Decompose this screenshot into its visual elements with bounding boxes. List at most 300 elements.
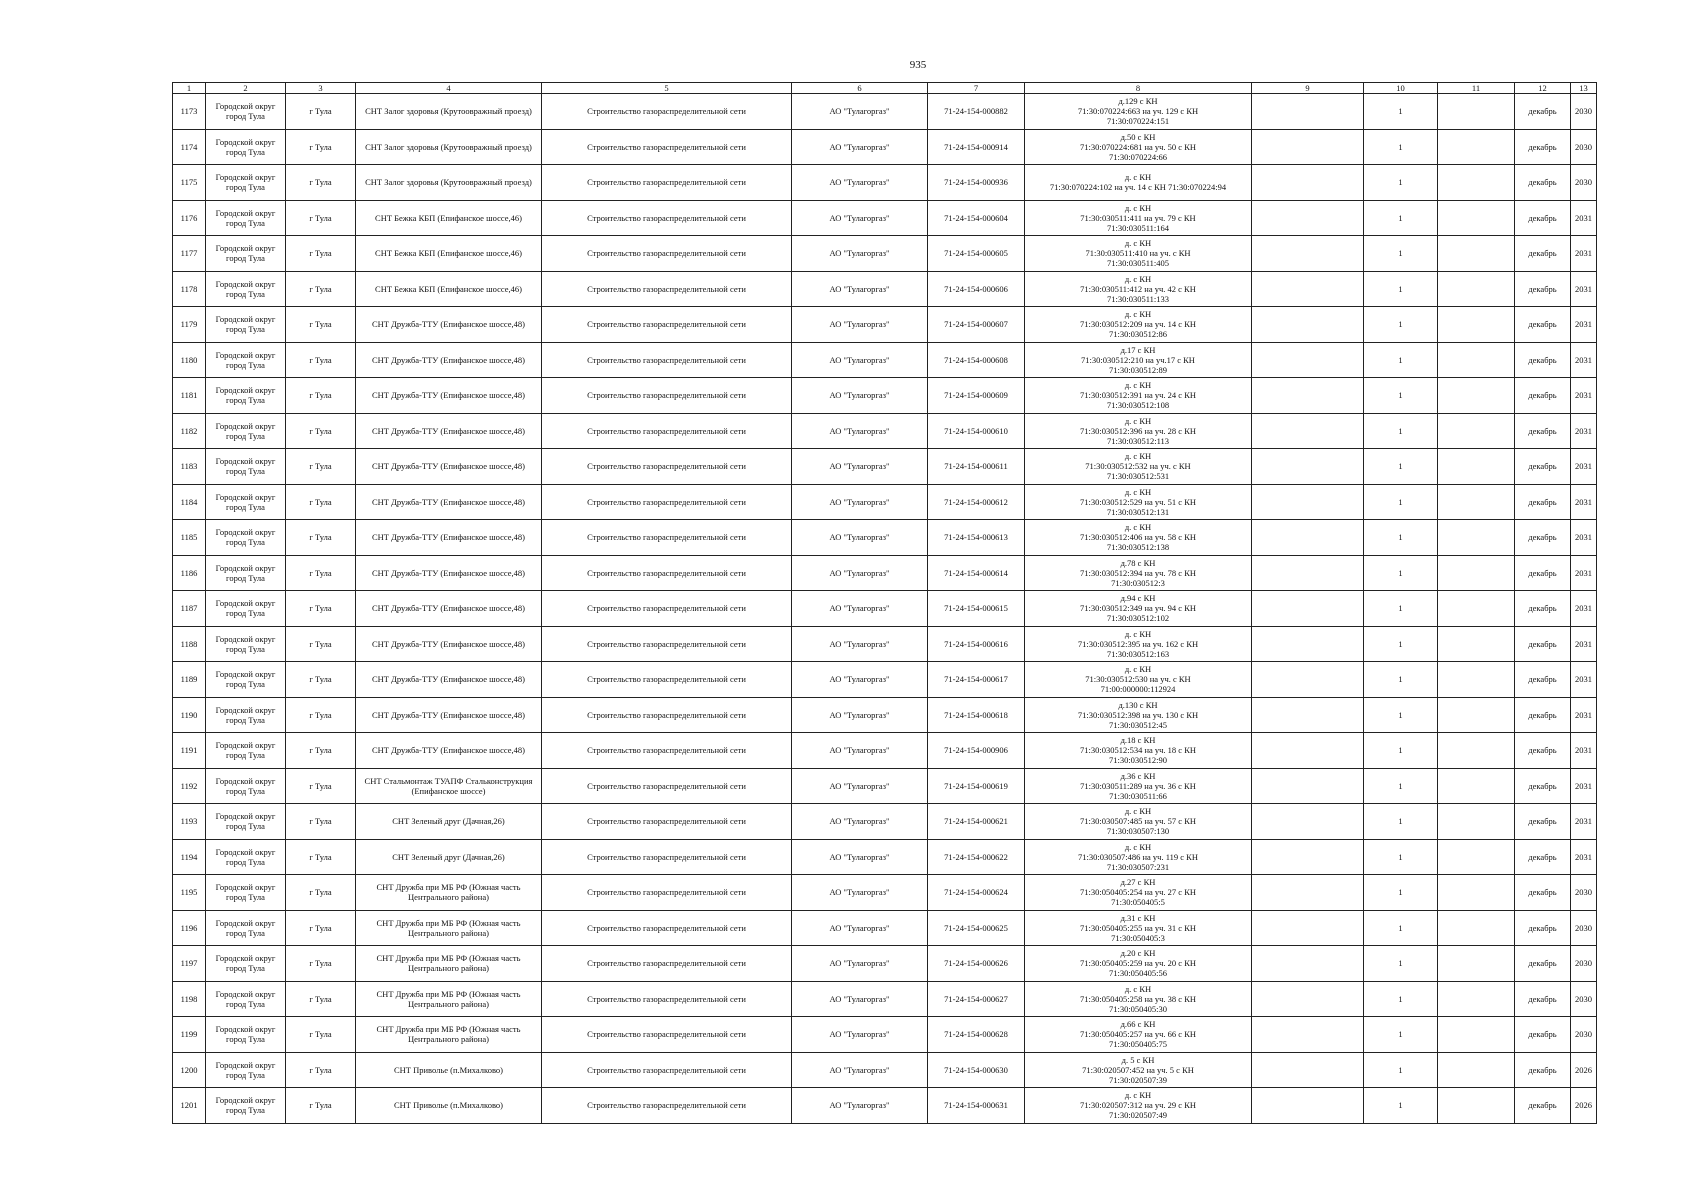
plot-line: 71:30:050405:255 на уч. 31 с КН xyxy=(1079,922,1196,933)
cell-row-number: 1173 xyxy=(173,94,206,130)
cell-work-type: Строительство газораспределительной сети xyxy=(542,946,792,982)
cell-object: СНТ Дружба-ТТУ (Епифанское шоссе,48) xyxy=(356,342,542,378)
cell-year: 2031 xyxy=(1571,236,1597,272)
cell-row-number: 1195 xyxy=(173,875,206,911)
cell-object: СНТ Зеленый друг (Дачная,26) xyxy=(356,839,542,875)
cell-city: г Тула xyxy=(286,662,356,698)
plot-line: д. с КН xyxy=(1124,664,1152,675)
cell-city: г Тула xyxy=(286,839,356,875)
cell-col-9 xyxy=(1252,342,1364,378)
cell-district: Городской округ город Тула xyxy=(206,804,286,840)
cell-object: СНТ Дружба-ТТУ (Епифанское шоссе,48) xyxy=(356,378,542,414)
cell-district: Городской округ город Тула xyxy=(206,910,286,946)
plot-line: 71:30:030511:412 на уч. 42 с КН xyxy=(1080,283,1196,294)
cell-object: СНТ Дружба при МБ РФ (Южная часть Центрального района) xyxy=(356,946,542,982)
table-row xyxy=(173,200,1597,236)
table-row xyxy=(173,165,1597,201)
cell-quantity: 1 xyxy=(1364,94,1438,130)
table-row xyxy=(173,307,1597,343)
cell-year: 2031 xyxy=(1571,342,1597,378)
cell-district: Городской округ город Тула xyxy=(206,875,286,911)
plot-line: 71:30:020507:49 xyxy=(1108,1110,1168,1121)
cell-row-number: 1181 xyxy=(173,378,206,414)
cell-district: Городской округ город Тула xyxy=(206,165,286,201)
cell-month: декабрь xyxy=(1515,449,1571,485)
cell-code: 71-24-154-000914 xyxy=(928,129,1025,165)
cell-plot xyxy=(1025,413,1252,449)
cell-col-9 xyxy=(1252,946,1364,982)
cell-year: 2031 xyxy=(1571,484,1597,520)
cell-city: г Тула xyxy=(286,591,356,627)
cell-code: 71-24-154-000614 xyxy=(928,555,1025,591)
cell-code: 71-24-154-000622 xyxy=(928,839,1025,875)
plot-line: 71:30:050405:56 xyxy=(1108,968,1168,979)
cell-city: г Тула xyxy=(286,200,356,236)
cell-object: СНТ Залог здоровья (Крутоовражный проезд) xyxy=(356,129,542,165)
cell-work-type: Строительство газораспределительной сети xyxy=(542,768,792,804)
cell-month: декабрь xyxy=(1515,910,1571,946)
plot-line: 71:30:030512:534 на уч. 18 с КН xyxy=(1079,745,1196,756)
cell-organization: АО "Тулагоргаз" xyxy=(792,910,928,946)
column-header: 6 xyxy=(792,83,928,94)
cell-object: СНТ Дружба-ТТУ (Епифанское шоссе,48) xyxy=(356,697,542,733)
cell-city: г Тула xyxy=(286,271,356,307)
cell-quantity: 1 xyxy=(1364,697,1438,733)
plot-line: 71:30:030511:164 xyxy=(1106,222,1170,233)
cell-district: Городской округ город Тула xyxy=(206,449,286,485)
cell-district: Городской округ город Тула xyxy=(206,733,286,769)
cell-col-9 xyxy=(1252,1052,1364,1088)
cell-organization: АО "Тулагоргаз" xyxy=(792,307,928,343)
cell-plot xyxy=(1025,1088,1252,1124)
cell-col-9 xyxy=(1252,94,1364,130)
plot-line: 71:30:030512:90 xyxy=(1108,755,1168,766)
cell-object: СНТ Дружба при МБ РФ (Южная часть Центрального района) xyxy=(356,875,542,911)
cell-object: СНТ Бежка КБП (Епифанское шоссе,46) xyxy=(356,271,542,307)
cell-month: декабрь xyxy=(1515,165,1571,201)
plot-line: 71:30:030512:531 xyxy=(1106,471,1170,482)
cell-quantity: 1 xyxy=(1364,129,1438,165)
cell-col-11 xyxy=(1438,591,1515,627)
cell-object: СНТ Дружба-ТТУ (Епифанское шоссе,48) xyxy=(356,449,542,485)
table-row xyxy=(173,697,1597,733)
cell-district: Городской округ город Тула xyxy=(206,378,286,414)
cell-organization: АО "Тулагоргаз" xyxy=(792,1088,928,1124)
cell-col-11 xyxy=(1438,626,1515,662)
cell-month: декабрь xyxy=(1515,271,1571,307)
table-row xyxy=(173,236,1597,272)
cell-work-type: Строительство газораспределительной сети xyxy=(542,1088,792,1124)
cell-work-type: Строительство газораспределительной сети xyxy=(542,236,792,272)
cell-col-9 xyxy=(1252,1017,1364,1053)
cell-code: 71-24-154-000615 xyxy=(928,591,1025,627)
cell-district: Городской округ город Тула xyxy=(206,129,286,165)
plot-line: 71:30:030511:133 xyxy=(1106,293,1170,304)
plot-line: д. с КН xyxy=(1124,522,1152,533)
cell-month: декабрь xyxy=(1515,200,1571,236)
cell-quantity: 1 xyxy=(1364,200,1438,236)
cell-quantity: 1 xyxy=(1364,733,1438,769)
cell-quantity: 1 xyxy=(1364,271,1438,307)
cell-district: Городской округ город Тула xyxy=(206,307,286,343)
cell-col-9 xyxy=(1252,591,1364,627)
cell-organization: АО "Тулагоргаз" xyxy=(792,839,928,875)
table-row xyxy=(173,94,1597,130)
plot-line: 71:30:030512:86 xyxy=(1108,329,1168,340)
cell-col-9 xyxy=(1252,484,1364,520)
cell-plot xyxy=(1025,449,1252,485)
cell-row-number: 1178 xyxy=(173,271,206,307)
cell-row-number: 1185 xyxy=(173,520,206,556)
cell-work-type: Строительство газораспределительной сети xyxy=(542,94,792,130)
cell-code: 71-24-154-000609 xyxy=(928,378,1025,414)
cell-row-number: 1182 xyxy=(173,413,206,449)
cell-plot xyxy=(1025,662,1252,698)
plot-line: 71:30:030512:138 xyxy=(1106,542,1170,553)
cell-year: 2031 xyxy=(1571,449,1597,485)
plot-line: 71:30:050405:254 на уч. 27 с КН xyxy=(1079,887,1196,898)
plot-line: д.17 с КН xyxy=(1120,344,1156,355)
column-header: 4 xyxy=(356,83,542,94)
cell-organization: АО "Тулагоргаз" xyxy=(792,236,928,272)
plot-line: 71:30:030512:530 на уч. с КН xyxy=(1085,674,1191,685)
cell-object: СНТ Дружба при МБ РФ (Южная часть Центрального района) xyxy=(356,981,542,1017)
cell-organization: АО "Тулагоргаз" xyxy=(792,271,928,307)
cell-city: г Тула xyxy=(286,129,356,165)
cell-year: 2031 xyxy=(1571,378,1597,414)
plot-line: д. с КН xyxy=(1124,309,1152,320)
cell-row-number: 1174 xyxy=(173,129,206,165)
cell-plot xyxy=(1025,520,1252,556)
cell-col-11 xyxy=(1438,662,1515,698)
cell-month: декабрь xyxy=(1515,236,1571,272)
cell-plot xyxy=(1025,165,1252,201)
cell-city: г Тула xyxy=(286,236,356,272)
cell-code: 71-24-154-000619 xyxy=(928,768,1025,804)
cell-code: 71-24-154-000610 xyxy=(928,413,1025,449)
plot-line: 71:30:050405:3 xyxy=(1111,932,1165,943)
plot-line: 71:30:030511:411 на уч. 79 с КН xyxy=(1080,212,1196,223)
cell-month: декабрь xyxy=(1515,378,1571,414)
cell-object: СНТ Дружба при МБ РФ (Южная часть Центрального района) xyxy=(356,1017,542,1053)
table-row xyxy=(173,449,1597,485)
table-row xyxy=(173,875,1597,911)
plot-line: 71:30:030512:406 на уч. 58 с КН xyxy=(1079,532,1196,543)
cell-quantity: 1 xyxy=(1364,981,1438,1017)
cell-row-number: 1176 xyxy=(173,200,206,236)
cell-organization: АО "Тулагоргаз" xyxy=(792,591,928,627)
cell-quantity: 1 xyxy=(1364,662,1438,698)
cell-plot xyxy=(1025,804,1252,840)
cell-code: 71-24-154-000631 xyxy=(928,1088,1025,1124)
plot-line: д. с КН xyxy=(1124,202,1152,213)
column-header: 3 xyxy=(286,83,356,94)
plot-line: 71:30:030512:532 на уч. с КН xyxy=(1085,461,1191,472)
table-row xyxy=(173,520,1597,556)
cell-quantity: 1 xyxy=(1364,165,1438,201)
cell-work-type: Строительство газораспределительной сети xyxy=(542,342,792,378)
cell-code: 71-24-154-000936 xyxy=(928,165,1025,201)
cell-city: г Тула xyxy=(286,1052,356,1088)
cell-col-9 xyxy=(1252,1088,1364,1124)
cell-city: г Тула xyxy=(286,413,356,449)
table-row xyxy=(173,555,1597,591)
cell-object: СНТ Приволье (п.Михалково) xyxy=(356,1088,542,1124)
cell-col-9 xyxy=(1252,804,1364,840)
cell-month: декабрь xyxy=(1515,342,1571,378)
plot-line: 71:30:030512:102 xyxy=(1106,613,1170,624)
cell-quantity: 1 xyxy=(1364,946,1438,982)
plot-line: 71:30:030512:396 на уч. 28 с КН xyxy=(1079,425,1196,436)
cell-district: Городской округ город Тула xyxy=(206,1017,286,1053)
cell-district: Городской округ город Тула xyxy=(206,200,286,236)
cell-district: Городской округ город Тула xyxy=(206,662,286,698)
cell-quantity: 1 xyxy=(1364,484,1438,520)
cell-work-type: Строительство газораспределительной сети xyxy=(542,733,792,769)
cell-row-number: 1179 xyxy=(173,307,206,343)
cell-col-11 xyxy=(1438,981,1515,1017)
cell-year: 2030 xyxy=(1571,946,1597,982)
header-row xyxy=(173,83,1597,94)
cell-organization: АО "Тулагоргаз" xyxy=(792,200,928,236)
cell-col-11 xyxy=(1438,484,1515,520)
cell-organization: АО "Тулагоргаз" xyxy=(792,981,928,1017)
cell-col-9 xyxy=(1252,449,1364,485)
plot-line: д.130 с КН xyxy=(1118,699,1158,710)
cell-organization: АО "Тулагоргаз" xyxy=(792,413,928,449)
cell-plot xyxy=(1025,484,1252,520)
cell-code: 71-24-154-000604 xyxy=(928,200,1025,236)
cell-year: 2031 xyxy=(1571,839,1597,875)
cell-month: декабрь xyxy=(1515,129,1571,165)
cell-work-type: Строительство газораспределительной сети xyxy=(542,555,792,591)
plot-line: д. с КН xyxy=(1124,628,1152,639)
plot-line: 71:30:030512:113 xyxy=(1106,435,1170,446)
cell-city: г Тула xyxy=(286,733,356,769)
cell-row-number: 1197 xyxy=(173,946,206,982)
cell-code: 71-24-154-000607 xyxy=(928,307,1025,343)
cell-organization: АО "Тулагоргаз" xyxy=(792,342,928,378)
cell-col-9 xyxy=(1252,236,1364,272)
cell-code: 71-24-154-000606 xyxy=(928,271,1025,307)
plot-line: д.36 с КН xyxy=(1120,770,1156,781)
plot-line: 71:30:030507:485 на уч. 57 с КН xyxy=(1079,816,1196,827)
cell-code: 71-24-154-000617 xyxy=(928,662,1025,698)
cell-plot xyxy=(1025,981,1252,1017)
cell-code: 71-24-154-000628 xyxy=(928,1017,1025,1053)
cell-code: 71-24-154-000605 xyxy=(928,236,1025,272)
cell-code: 71-24-154-000621 xyxy=(928,804,1025,840)
plot-line: 71:30:030512:3 xyxy=(1111,577,1165,588)
plot-line: 71:30:030512:108 xyxy=(1106,400,1170,411)
cell-plot xyxy=(1025,1017,1252,1053)
cell-city: г Тула xyxy=(286,378,356,414)
plot-line: д.78 с КН xyxy=(1120,557,1156,568)
cell-year: 2031 xyxy=(1571,662,1597,698)
plot-line: 71:30:030512:163 xyxy=(1106,648,1170,659)
table-row xyxy=(173,768,1597,804)
cell-year: 2030 xyxy=(1571,165,1597,201)
table-row xyxy=(173,413,1597,449)
cell-month: декабрь xyxy=(1515,981,1571,1017)
cell-work-type: Строительство газораспределительной сети xyxy=(542,413,792,449)
cell-month: декабрь xyxy=(1515,413,1571,449)
cell-object: СНТ Дружба-ТТУ (Епифанское шоссе,48) xyxy=(356,555,542,591)
table-row xyxy=(173,733,1597,769)
cell-organization: АО "Тулагоргаз" xyxy=(792,378,928,414)
cell-col-9 xyxy=(1252,697,1364,733)
cell-col-9 xyxy=(1252,129,1364,165)
cell-district: Городской округ город Тула xyxy=(206,520,286,556)
cell-month: декабрь xyxy=(1515,520,1571,556)
cell-plot xyxy=(1025,307,1252,343)
cell-organization: АО "Тулагоргаз" xyxy=(792,662,928,698)
cell-object: СНТ Бежка КБП (Епифанское шоссе,46) xyxy=(356,236,542,272)
column-header: 9 xyxy=(1252,83,1364,94)
cell-col-11 xyxy=(1438,768,1515,804)
column-header: 12 xyxy=(1515,83,1571,94)
cell-district: Городской округ город Тула xyxy=(206,591,286,627)
cell-col-11 xyxy=(1438,165,1515,201)
cell-work-type: Строительство газораспределительной сети xyxy=(542,662,792,698)
cell-work-type: Строительство газораспределительной сети xyxy=(542,1017,792,1053)
plot-line: 71:30:030512:131 xyxy=(1106,506,1170,517)
cell-year: 2031 xyxy=(1571,697,1597,733)
table-row xyxy=(173,271,1597,307)
cell-month: декабрь xyxy=(1515,697,1571,733)
plot-line: д. с КН xyxy=(1124,486,1152,497)
cell-work-type: Строительство газораспределительной сети xyxy=(542,839,792,875)
cell-city: г Тула xyxy=(286,165,356,201)
table-row xyxy=(173,1052,1597,1088)
table-row xyxy=(173,1017,1597,1053)
cell-col-11 xyxy=(1438,875,1515,911)
cell-col-9 xyxy=(1252,768,1364,804)
cell-row-number: 1200 xyxy=(173,1052,206,1088)
cell-organization: АО "Тулагоргаз" xyxy=(792,555,928,591)
cell-work-type: Строительство газораспределительной сети xyxy=(542,1052,792,1088)
cell-col-11 xyxy=(1438,413,1515,449)
cell-code: 71-24-154-000625 xyxy=(928,910,1025,946)
column-header: 8 xyxy=(1025,83,1252,94)
cell-col-11 xyxy=(1438,555,1515,591)
plot-line: 71:30:030512:395 на уч. 162 с КН xyxy=(1077,638,1199,649)
table-row xyxy=(173,484,1597,520)
cell-plot xyxy=(1025,591,1252,627)
cell-district: Городской округ город Тула xyxy=(206,697,286,733)
cell-organization: АО "Тулагоргаз" xyxy=(792,697,928,733)
cell-work-type: Строительство газораспределительной сети xyxy=(542,271,792,307)
cell-month: декабрь xyxy=(1515,768,1571,804)
cell-work-type: Строительство газораспределительной сети xyxy=(542,626,792,662)
cell-object: СНТ Дружба-ТТУ (Епифанское шоссе,48) xyxy=(356,307,542,343)
cell-work-type: Строительство газораспределительной сети xyxy=(542,697,792,733)
cell-city: г Тула xyxy=(286,307,356,343)
cell-col-9 xyxy=(1252,413,1364,449)
cell-work-type: Строительство газораспределительной сети xyxy=(542,804,792,840)
column-header: 10 xyxy=(1364,83,1438,94)
column-header: 2 xyxy=(206,83,286,94)
cell-row-number: 1192 xyxy=(173,768,206,804)
cell-col-11 xyxy=(1438,839,1515,875)
plot-line: 71:30:070224:102 на уч. 14 с КН 71:30:070224:94 xyxy=(1049,182,1227,193)
plot-line: д. с КН xyxy=(1124,841,1152,852)
cell-organization: АО "Тулагоргаз" xyxy=(792,946,928,982)
cell-plot xyxy=(1025,200,1252,236)
cell-organization: АО "Тулагоргаз" xyxy=(792,129,928,165)
plot-line: 71:30:050405:258 на уч. 38 с КН xyxy=(1079,993,1196,1004)
cell-code: 71-24-154-000618 xyxy=(928,697,1025,733)
cell-organization: АО "Тулагоргаз" xyxy=(792,520,928,556)
cell-city: г Тула xyxy=(286,520,356,556)
cell-object: СНТ Приволье (п.Михалково) xyxy=(356,1052,542,1088)
cell-year: 2031 xyxy=(1571,768,1597,804)
cell-col-9 xyxy=(1252,839,1364,875)
cell-year: 2030 xyxy=(1571,94,1597,130)
table-row xyxy=(173,626,1597,662)
cell-month: декабрь xyxy=(1515,1052,1571,1088)
cell-plot xyxy=(1025,378,1252,414)
cell-object: СНТ Дружба-ТТУ (Епифанское шоссе,48) xyxy=(356,662,542,698)
cell-year: 2031 xyxy=(1571,413,1597,449)
table-row xyxy=(173,946,1597,982)
cell-organization: АО "Тулагоргаз" xyxy=(792,875,928,911)
cell-district: Городской округ город Тула xyxy=(206,839,286,875)
cell-district: Городской округ город Тула xyxy=(206,236,286,272)
cell-plot xyxy=(1025,94,1252,130)
cell-quantity: 1 xyxy=(1364,1017,1438,1053)
plot-line: 71:30:070224:663 на уч. 129 с КН xyxy=(1077,106,1199,117)
cell-quantity: 1 xyxy=(1364,413,1438,449)
cell-object: СНТ Залог здоровья (Крутоовражный проезд) xyxy=(356,165,542,201)
cell-object: СНТ Стальмонтаж ТУАПФ Стальконструкция (Епифанское шоссе) xyxy=(356,768,542,804)
cell-row-number: 1186 xyxy=(173,555,206,591)
cell-district: Городской округ город Тула xyxy=(206,484,286,520)
cell-city: г Тула xyxy=(286,626,356,662)
cell-quantity: 1 xyxy=(1364,591,1438,627)
cell-plot xyxy=(1025,626,1252,662)
cell-code: 71-24-154-000624 xyxy=(928,875,1025,911)
plot-line: 71:30:030507:486 на уч. 119 с КН xyxy=(1078,851,1198,862)
cell-plot xyxy=(1025,555,1252,591)
plot-line: 71:30:050405:30 xyxy=(1108,1003,1168,1014)
cell-code: 71-24-154-000630 xyxy=(928,1052,1025,1088)
cell-row-number: 1191 xyxy=(173,733,206,769)
plot-line: 71:30:020507:39 xyxy=(1108,1074,1168,1085)
cell-city: г Тула xyxy=(286,555,356,591)
plot-line: д. с КН xyxy=(1124,1090,1152,1101)
table-row xyxy=(173,981,1597,1017)
cell-city: г Тула xyxy=(286,1017,356,1053)
cell-city: г Тула xyxy=(286,1088,356,1124)
cell-row-number: 1183 xyxy=(173,449,206,485)
cell-year: 2031 xyxy=(1571,591,1597,627)
cell-col-9 xyxy=(1252,626,1364,662)
cell-col-9 xyxy=(1252,875,1364,911)
column-header: 13 xyxy=(1571,83,1597,94)
cell-work-type: Строительство газораспределительной сети xyxy=(542,484,792,520)
plot-line: д. с КН xyxy=(1124,380,1152,391)
cell-city: г Тула xyxy=(286,910,356,946)
cell-col-9 xyxy=(1252,520,1364,556)
cell-year: 2030 xyxy=(1571,981,1597,1017)
cell-plot xyxy=(1025,342,1252,378)
cell-quantity: 1 xyxy=(1364,555,1438,591)
plot-line: д. с КН xyxy=(1124,273,1152,284)
cell-quantity: 1 xyxy=(1364,520,1438,556)
cell-row-number: 1184 xyxy=(173,484,206,520)
plot-line: 71:30:030511:289 на уч. 36 с КН xyxy=(1080,780,1196,791)
